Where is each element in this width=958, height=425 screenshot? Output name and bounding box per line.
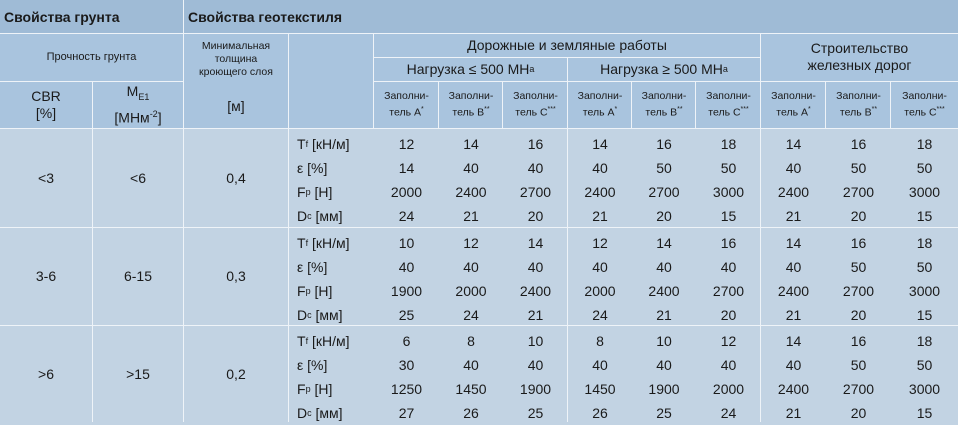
value-cell: 40	[720, 357, 737, 373]
value-cell: 40	[463, 160, 479, 176]
load-ge-header: Нагрузка ≥ 500 МН a	[600, 60, 728, 77]
value-cell: 40	[527, 357, 544, 373]
cbr-value: 3-6	[35, 268, 57, 284]
value-cell: 1250	[390, 381, 423, 397]
value-cell: 40	[463, 259, 479, 275]
value-cell: 25	[656, 405, 672, 421]
filler-line1: Заполни-	[513, 90, 558, 103]
value-cell: 50	[916, 160, 933, 176]
value-cell: 50	[850, 160, 867, 176]
soil-properties-title: Свойства грунта	[4, 8, 120, 25]
value-cell: 50	[916, 259, 933, 275]
value-cell: 40	[785, 160, 802, 176]
divider	[374, 81, 958, 82]
value-cell: 20	[656, 208, 672, 224]
cbr-value: >6	[38, 365, 54, 382]
divider	[183, 0, 184, 422]
value-cell: 2700	[519, 184, 552, 200]
value-cell: 21	[656, 307, 672, 323]
value-cell: 20	[720, 307, 737, 323]
value-cell: 14	[463, 136, 479, 152]
filler-header	[439, 81, 503, 128]
value-cell: 14	[785, 333, 802, 349]
value-cell: 3000	[908, 184, 941, 200]
parameter-label: ε [%]	[297, 357, 328, 373]
filler-line2: тель А*	[389, 106, 424, 119]
value-cell: 2700	[842, 283, 875, 299]
value-cell: 16	[850, 333, 867, 349]
value-cell: 40	[592, 357, 608, 373]
value-cell: 1450	[584, 381, 616, 397]
filler-header	[761, 81, 826, 128]
value-cell: 24	[398, 208, 415, 224]
value-cell: 50	[916, 357, 933, 373]
value-cell: 50	[720, 160, 737, 176]
value-cell: 16	[850, 136, 867, 152]
filler-header	[568, 81, 632, 128]
cbr-unit: [%]	[35, 104, 57, 121]
value-cell: 10	[656, 333, 672, 349]
parameter-label: T f [кН/м]	[297, 333, 350, 349]
value-cell: 3000	[908, 381, 941, 397]
value-cell: 40	[527, 160, 544, 176]
parameter-label: F p [H]	[297, 283, 333, 299]
value-cell: 24	[463, 307, 479, 323]
value-cell: 20	[850, 405, 867, 421]
thickness-value: 0,4	[226, 169, 246, 186]
parameter-label: F p [H]	[297, 381, 333, 397]
me-value: 6-15	[123, 268, 153, 284]
value-cell: 40	[785, 357, 802, 373]
value-cell: 2700	[648, 184, 680, 200]
divider	[890, 81, 891, 128]
cbr-label: CBR	[31, 87, 61, 104]
filler-header	[696, 81, 761, 128]
value-cell: 14	[527, 235, 544, 251]
value-cell: 6	[402, 333, 411, 349]
parameter-label: D c [мм]	[297, 307, 343, 323]
value-cell: 21	[592, 208, 608, 224]
value-cell: 20	[850, 307, 867, 323]
value-cell: 40	[785, 259, 802, 275]
value-cell: 15	[916, 405, 933, 421]
me-value: <6	[130, 169, 146, 186]
filler-header	[374, 81, 439, 128]
value-cell: 50	[656, 160, 672, 176]
filler-header	[826, 81, 891, 128]
value-cell: 14	[785, 235, 802, 251]
filler-line2: тель С***	[708, 106, 749, 119]
value-cell: 2400	[648, 283, 680, 299]
value-cell: 40	[463, 357, 479, 373]
value-cell: 20	[527, 208, 544, 224]
filler-line1: Заполни-	[384, 90, 429, 103]
value-cell: 1450	[455, 381, 487, 397]
value-cell: 40	[656, 259, 672, 275]
value-cell: 50	[850, 357, 867, 373]
value-cell: 12	[720, 333, 737, 349]
value-cell: 26	[463, 405, 479, 421]
cbr-header	[0, 81, 92, 128]
cbr-value: <3	[38, 169, 54, 186]
value-cell: 40	[592, 160, 608, 176]
value-cell: 2400	[777, 283, 810, 299]
filler-line1: Заполни-	[641, 90, 687, 103]
value-cell: 8	[467, 333, 475, 349]
geotextile-properties-title: Свойства геотекстиля	[188, 8, 343, 25]
value-cell: 10	[398, 235, 415, 251]
value-cell: 3000	[908, 283, 941, 299]
divider	[438, 81, 439, 128]
parameter-label: ε [%]	[297, 160, 328, 176]
road-works-header: Дорожные и земляные работы	[467, 36, 667, 53]
value-cell: 21	[785, 307, 802, 323]
filler-line2: тель В**	[839, 106, 878, 119]
filler-line2: тель В**	[645, 106, 683, 119]
value-cell: 1900	[648, 381, 680, 397]
soil-strength-header: Прочность грунта	[46, 50, 137, 63]
filler-line1: Заполни-	[577, 90, 623, 103]
filler-line2: тель В**	[452, 106, 490, 119]
me-value: >15	[126, 365, 150, 382]
divider	[0, 325, 958, 326]
divider	[0, 33, 958, 34]
value-cell: 40	[527, 259, 544, 275]
parameter-label: D c [мм]	[297, 405, 343, 421]
me-label: $M_{E1}$	[126, 82, 150, 102]
value-cell: 1900	[390, 283, 423, 299]
divider	[374, 57, 760, 58]
value-cell: 2400	[519, 283, 552, 299]
me-unit: [MHм$^{-2}$]	[114, 108, 162, 126]
filler-line1: Заполни-	[902, 90, 947, 103]
value-cell: 2000	[455, 283, 487, 299]
filler-line2: тель С***	[515, 106, 556, 119]
value-cell: 14	[785, 136, 802, 152]
divider	[0, 128, 958, 129]
value-cell: 24	[720, 405, 737, 421]
value-cell: 2400	[777, 184, 810, 200]
thickness-value: 0,3	[226, 268, 246, 284]
value-cell: 30	[398, 357, 415, 373]
value-cell: 14	[398, 160, 415, 176]
divider	[0, 81, 183, 82]
value-cell: 8	[596, 333, 604, 349]
value-cell: 10	[527, 333, 544, 349]
divider	[502, 81, 503, 128]
value-cell: 18	[916, 136, 933, 152]
filler-header	[632, 81, 696, 128]
filler-line2: тель А*	[582, 106, 618, 119]
value-cell: 40	[398, 259, 415, 275]
divider	[567, 57, 568, 422]
parameter-label: D c [мм]	[297, 208, 343, 224]
divider	[825, 81, 826, 128]
value-cell: 12	[463, 235, 479, 251]
filler-line1: Заполни-	[706, 90, 751, 103]
value-cell: 21	[463, 208, 479, 224]
value-cell: 2700	[842, 381, 875, 397]
filler-line1: Заполни-	[771, 90, 816, 103]
value-cell: 2700	[842, 184, 875, 200]
value-cell: 40	[592, 259, 608, 275]
value-cell: 25	[527, 405, 544, 421]
value-cell: 21	[785, 405, 802, 421]
divider	[0, 227, 958, 228]
thickness-unit: [м]	[227, 98, 245, 114]
filler-line1: Заполни-	[836, 90, 881, 103]
value-cell: 15	[916, 307, 933, 323]
divider	[695, 81, 696, 128]
value-cell: 2400	[777, 381, 810, 397]
value-cell: 16	[720, 235, 737, 251]
load-le-header: Нагрузка ≤ 500 МН a	[406, 60, 535, 77]
me-header	[93, 81, 183, 128]
value-cell: 40	[720, 259, 737, 275]
value-cell: 16	[527, 136, 544, 152]
value-cell: 2400	[455, 184, 487, 200]
value-cell: 2700	[712, 283, 745, 299]
value-cell: 1900	[519, 381, 552, 397]
value-cell: 18	[720, 136, 737, 152]
parameter-label: T f [кН/м]	[297, 235, 350, 251]
value-cell: 16	[656, 136, 672, 152]
value-cell: 21	[785, 208, 802, 224]
value-cell: 24	[592, 307, 608, 323]
value-cell: 2400	[584, 184, 616, 200]
value-cell: 21	[527, 307, 544, 323]
value-cell: 14	[656, 235, 672, 251]
value-cell: 12	[592, 235, 608, 251]
value-cell: 15	[916, 208, 933, 224]
filler-header	[503, 81, 568, 128]
value-cell: 3000	[712, 184, 745, 200]
filler-line1: Заполни-	[448, 90, 494, 103]
railway-header: Строительство железных дорог	[807, 40, 912, 73]
filler-line2: тель С***	[904, 106, 945, 119]
value-cell: 2000	[712, 381, 745, 397]
value-cell: 25	[398, 307, 415, 323]
value-cell: 18	[916, 235, 933, 251]
parameter-label: T f [кН/м]	[297, 136, 350, 152]
filler-line2: тель А*	[776, 106, 811, 119]
value-cell: 2000	[584, 283, 616, 299]
parameter-label: F p [H]	[297, 184, 333, 200]
value-cell: 16	[850, 235, 867, 251]
min-thickness-header: Минимальная толщина кроющего слоя	[199, 39, 273, 78]
divider	[92, 81, 93, 422]
filler-header	[891, 81, 958, 128]
value-cell: 2000	[390, 184, 423, 200]
value-cell: 18	[916, 333, 933, 349]
value-cell: 12	[398, 136, 415, 152]
value-cell: 20	[850, 208, 867, 224]
value-cell: 27	[398, 405, 415, 421]
divider	[631, 81, 632, 128]
parameter-label: ε [%]	[297, 259, 328, 275]
value-cell: 26	[592, 405, 608, 421]
thickness-value: 0,2	[226, 365, 246, 382]
value-cell: 14	[592, 136, 608, 152]
value-cell: 15	[720, 208, 737, 224]
value-cell: 40	[656, 357, 672, 373]
value-cell: 50	[850, 259, 867, 275]
